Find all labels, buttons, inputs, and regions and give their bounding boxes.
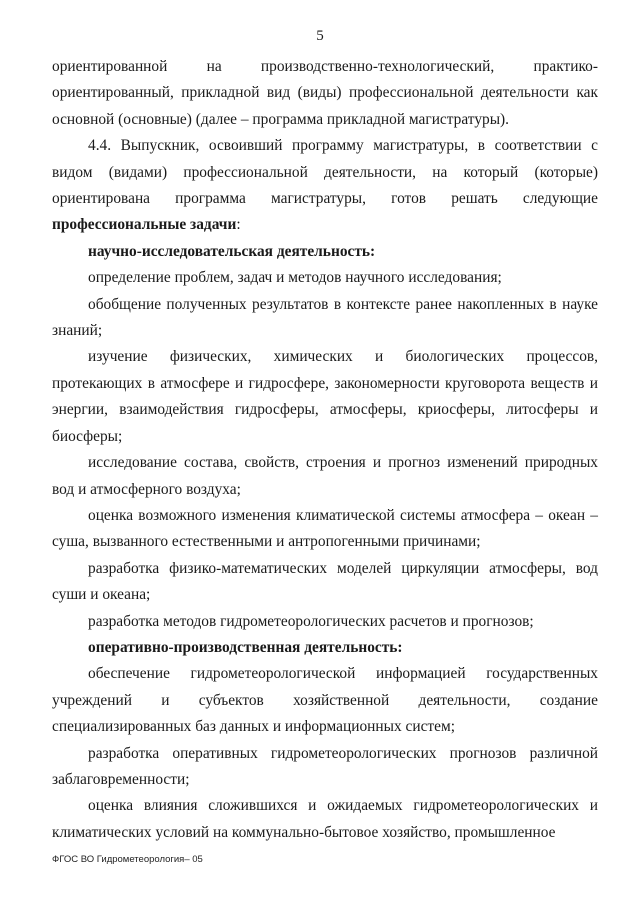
list-item: обеспечение гидрометеорологической информацией государственных учреждений и субъектов хозяйственной деятельности, создание специализированных баз данных и информационных систем; xyxy=(52,665,598,736)
paragraph-punct: : xyxy=(236,216,241,234)
list-item: изучение физических, химических и биологических процессов, протекающих в атмосфере и гидросфере, закономерности круговорота веществ и энергии, взаимодействия гидросферы, атмосферы, криосферы, литосферы и биосферы; xyxy=(52,348,598,445)
section-heading-operational: оперативно-производственная деятельность: xyxy=(88,638,403,656)
list-item: определение проблем, задач и методов научного исследования; xyxy=(88,269,502,287)
list-item: оценка возможного изменения климатической системы атмосфера – океан – суша, вызванного естественными и антропогенными причинами; xyxy=(52,506,598,551)
paragraph-graduate-tasks xyxy=(52,133,598,239)
list-item: оценка влияния сложившихся и ожидаемых гидрометеорологических и климатических условий на коммунально-бытовое хозяйство, промышленное xyxy=(52,797,598,841)
paragraph-continuation: ориентированной на производственно-технологический, практико-ориентированный, прикладной вид (виды) профессиональной деятельности как основной (основные) (далее – программа прикладной магистратуры). xyxy=(52,58,598,128)
bold-term: профессиональные задачи xyxy=(52,216,237,234)
list-item: разработка оперативных гидрометеорологических прогнозов различной заблаговременности; xyxy=(52,744,598,788)
paragraph-text: 4.4. Выпускник, освоивший программу магистратуры, в соответствии с видом (видами) профессиональной деятельности, на который (которые) ориентирована программа магистратуры, готов решать следующие xyxy=(52,137,598,208)
list-item: разработка физико-математических моделей циркуляции атмосферы, вод суши и океана; xyxy=(52,559,598,604)
list-item: исследование состава, свойств, строения и прогноз изменений природных вод и атмосферного воздуха; xyxy=(52,454,598,498)
page-number: 5 xyxy=(316,28,324,44)
document-body xyxy=(52,54,598,846)
page-footer: ФГОС ВО Гидрометеорология– 05 xyxy=(52,854,203,865)
section-heading-research: научно-исследовательская деятельность: xyxy=(88,242,376,260)
list-item: обобщение полученных результатов в контексте ранее накопленных в науке знаний; xyxy=(52,295,598,340)
list-item: разработка методов гидрометеорологических расчетов и прогнозов; xyxy=(88,612,534,630)
